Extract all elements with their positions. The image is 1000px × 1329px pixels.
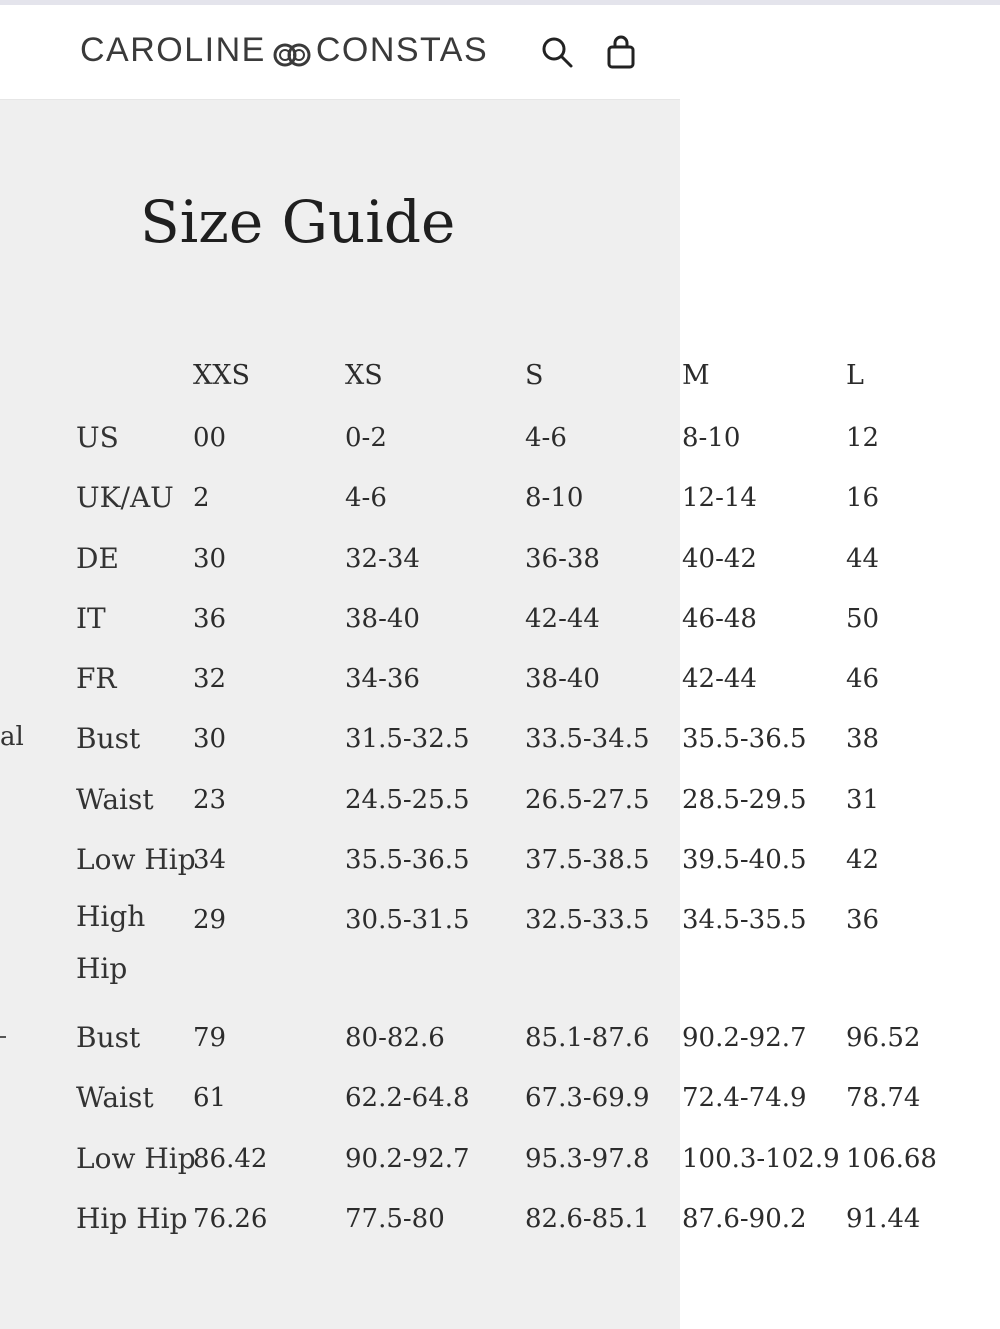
table-cell: 86.42 [193,1144,268,1174]
column-header-l: L [846,360,864,391]
table-cell: 35.5-36.5 [682,724,807,754]
table-cell: 106.68 [846,1144,937,1174]
row-label: UK/AU [76,481,174,514]
table-cell: 34 [193,845,227,875]
table-cell: 87.6-90.2 [682,1204,807,1234]
table-cell: 38-40 [345,604,420,634]
table-cell: 42-44 [525,604,600,634]
table-cell: 79 [193,1023,227,1053]
row-label: High Hip [76,900,146,985]
table-cell: 12 [846,423,880,453]
brand-name-right: CONSTAS [315,31,489,69]
table-cell: 36-38 [525,544,600,574]
row-label: Hip Hip [76,1202,188,1235]
table-cell: 82.6-85.1 [525,1204,650,1234]
table-cell: 38 [846,724,880,754]
table-cell: 37.5-38.5 [525,845,650,875]
table-cell: 62.2-64.8 [345,1083,470,1113]
table-cell: 36 [846,905,880,935]
row-label: US [76,421,119,454]
table-cell: 90.2-92.7 [682,1023,807,1053]
brand-logo[interactable] [80,31,488,70]
table-cell: 00 [193,423,227,453]
table-cell: 32.5-33.5 [525,905,650,935]
table-cell: 77.5-80 [345,1204,445,1234]
table-cell: 8-10 [525,483,584,513]
table-cell: 26.5-27.5 [525,785,650,815]
table-cell: 85.1-87.6 [525,1023,650,1053]
table-cell: 96.52 [846,1023,921,1053]
table-cell: 90.2-92.7 [345,1144,470,1174]
table-cell: 46 [846,664,880,694]
table-cell: 12-14 [682,483,757,513]
table-cell: 35.5-36.5 [345,845,470,875]
row-label: DE [76,542,119,575]
table-cell: 76.26 [193,1204,268,1234]
table-cell: 29 [193,905,227,935]
page-title: Size Guide [140,188,456,256]
table-cell: 32-34 [345,544,420,574]
shopping-bag-icon[interactable] [604,35,638,69]
table-cell: 16 [846,483,880,513]
section-label-partial-mark [0,1036,6,1038]
table-cell: 4-6 [525,423,567,453]
row-label: Low Hip [76,843,196,876]
table-cell: 8-10 [682,423,741,453]
column-header-xxs: XXS [193,360,250,391]
table-cell: 46-48 [682,604,757,634]
table-cell: 33.5-34.5 [525,724,650,754]
table-cell: 24.5-25.5 [345,785,470,815]
row-label: IT [76,602,106,635]
search-icon[interactable] [540,35,574,69]
table-cell: 31 [846,785,880,815]
table-cell: 30 [193,544,227,574]
table-cell: 72.4-74.9 [682,1083,807,1113]
table-cell: 42-44 [682,664,757,694]
column-header-s: S [525,360,544,391]
logo-mark-icon [272,38,312,64]
column-header-m: M [682,360,710,391]
table-cell: 36 [193,604,227,634]
table-cell: 31.5-32.5 [345,724,470,754]
table-cell: 91.44 [846,1204,921,1234]
table-cell: 67.3-69.9 [525,1083,650,1113]
row-label: Bust [76,722,141,755]
table-cell: 28.5-29.5 [682,785,807,815]
section-label-partial: al [0,722,24,752]
table-cell: 32 [193,664,227,694]
column-header-xs: XS [345,360,383,391]
table-cell: 44 [846,544,880,574]
table-cell: 34.5-35.5 [682,905,807,935]
row-label: Waist [76,783,154,816]
table-cell: 39.5-40.5 [682,845,807,875]
brand-name-left: CAROLINE [80,31,266,69]
table-cell: 42 [846,845,880,875]
table-cell: 2 [193,483,210,513]
row-label: FR [76,662,117,695]
table-cell: 50 [846,604,880,634]
table-cell: 34-36 [345,664,420,694]
site-header [0,5,680,100]
table-cell: 100.3-102.9 [682,1144,840,1174]
table-cell: 80-82.6 [345,1023,445,1053]
table-cell: 95.3-97.8 [525,1144,650,1174]
table-cell: 0-2 [345,423,387,453]
table-cell: 4-6 [345,483,387,513]
header-actions [540,35,638,69]
table-cell: 61 [193,1083,227,1113]
table-cell: 38-40 [525,664,600,694]
table-cell: 30 [193,724,227,754]
row-label: Bust [76,1021,141,1054]
table-cell: 23 [193,785,227,815]
table-cell: 78.74 [846,1083,921,1113]
row-label: Waist [76,1081,154,1114]
table-cell: 30.5-31.5 [345,905,470,935]
row-label: Low Hip [76,1142,196,1175]
table-cell: 40-42 [682,544,757,574]
